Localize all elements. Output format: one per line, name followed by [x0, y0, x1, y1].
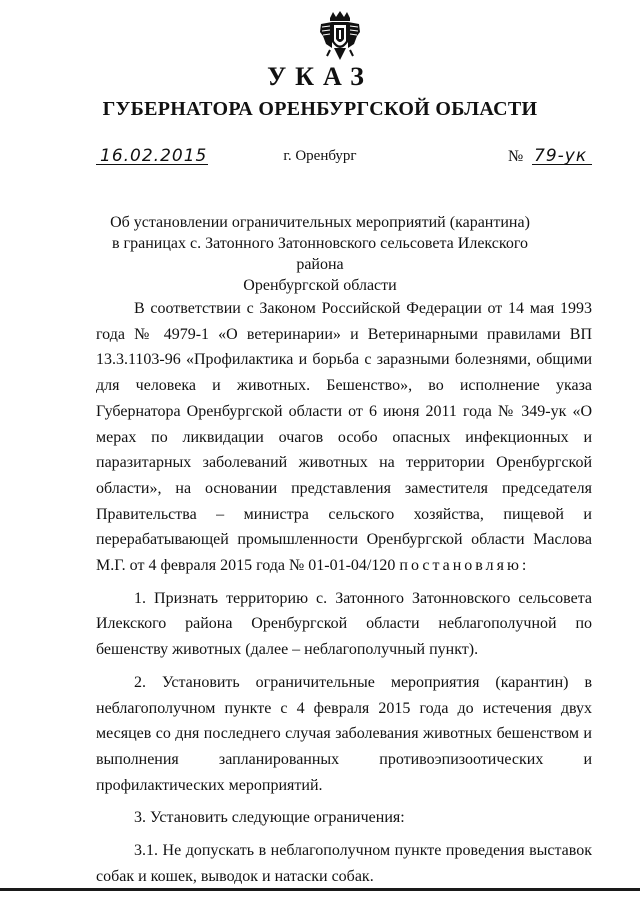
item-1: 1. Признать территорию с. Затонного Затонновского сельсовета Илекского района Оренбургской области неблагополучной по бешенству животных (далее – неблагополучный пункт).	[96, 589, 592, 659]
document-issuer: ГУБЕРНАТОРА ОРЕНБУРГСКОЙ ОБЛАСТИ	[102, 98, 538, 120]
subject-line-3: Оренбургской области	[243, 277, 397, 294]
number-value: 79-ук	[534, 146, 588, 166]
bottom-rule	[0, 888, 640, 891]
subject-line-1: Об установлении ограничительных мероприятий (карантина)	[110, 214, 530, 231]
number-underline	[532, 164, 592, 165]
document-body	[96, 296, 592, 889]
coat-of-arms-icon	[318, 10, 362, 62]
item-3: 3. Установить следующие ограничения:	[134, 809, 405, 827]
document-title: УКАЗ	[267, 62, 373, 91]
item-3-1: 3.1. Не допускать в неблагополучном пункте проведения выставок собак и кошек, выводок и натаски собак.	[96, 842, 592, 885]
item-2: 2. Установить ограничительные мероприятия (карантин) в неблагополучном пункте с 4 февраля 2015 года до истечения двух месяцев со дня последнего случая заболевания животных бешенством и выполнения запланированных противоэпизоотических и профилактических мероприятий.	[96, 673, 592, 794]
subject-line-2: в границах с. Затонного Затонновского сельсовета Илекского района	[111, 235, 529, 273]
preamble-paragraph	[96, 296, 592, 579]
decree-word: постановляю:	[399, 557, 530, 575]
document-city: г. Оренбург	[283, 148, 357, 164]
number-prefix: №	[508, 148, 524, 165]
date-value: 16.02.2015	[100, 146, 208, 166]
document-subject	[100, 212, 540, 296]
preamble-text: В соответствии с Законом Российской Федерации от 14 мая 1993 года № 4979-1 «О ветеринарии» и Ветеринарными правилами ВП 13.3.1103-96 «Профилактика и борьба с заразными болезнями, общими для человека и животных. Бешенство», во исполнение указа Губернатора Оренбургской области от 6 июня 2011 года № 349-ук «О мерах по ликвидации очагов особо опасных инфекционных и паразитарных заболеваний животных на территории Оренбургской области», на основании представления заместителя председателя Правительства – министра сельского хозяйства, пищевой и перерабатывающей промышленности Оренбургской области Маслова М.Г. от 4 февраля 2015 года № 01-01-04/120	[96, 300, 592, 575]
